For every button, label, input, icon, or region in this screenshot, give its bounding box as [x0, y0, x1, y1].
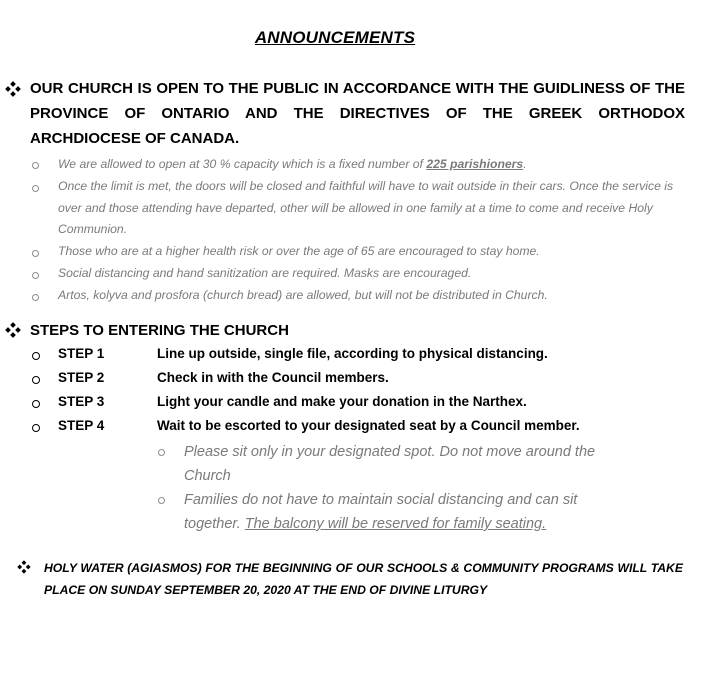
- page-title: ANNOUNCEMENTS: [254, 28, 416, 47]
- list-item: Artos, kolyva and prosfora (church bread) are allowed, but will not be distributed in Church.: [58, 288, 548, 302]
- circle-bullet-icon: [32, 162, 39, 169]
- circle-bullet-icon: [32, 352, 40, 360]
- circle-bullet-icon: [158, 497, 165, 504]
- step-text: Line up outside, single file, according to physical distancing.: [157, 346, 548, 361]
- list-item: Once the limit is met, the doors will be closed and faithful will have to wait outside in their cars. Once the service is over and those attending have departed, other will be allowed in one family at a time to come and receive Holy Communion.: [58, 179, 674, 236]
- circle-bullet-icon: [32, 424, 40, 432]
- list-item: Social distancing and hand sanitization are required. Masks are encouraged.: [58, 266, 472, 280]
- step-text: Light your candle and make your donation in the Narthex.: [157, 394, 527, 409]
- step-label: STEP 2: [58, 370, 105, 385]
- sub-list-item: Please sit only in your designated spot. Do not move around the Church: [184, 444, 596, 484]
- list-item: We are allowed to open at 30 % capacity which is a fixed number of 225 parishioners.: [58, 157, 527, 171]
- holy-water-announcement: HOLY WATER (AGIASMOS) FOR THE BEGINNING OF OUR SCHOOLS & COMMUNITY PROGRAMS WILL TAKE PLACE ON SUNDAY SEPTEMBER 20, 2020 AT THE END OF DIVINE LITURGY: [44, 561, 683, 597]
- list-item: Those who are at a higher health risk or over the age of 65 are encouraged to stay home.: [58, 244, 540, 258]
- circle-bullet-icon: [32, 294, 39, 301]
- step-label: STEP 3: [58, 394, 105, 409]
- step-text: Wait to be escorted to your designated seat by a Council member.: [157, 418, 580, 433]
- circle-bullet-icon: [32, 272, 39, 279]
- step-label: STEP 4: [58, 418, 105, 433]
- circle-bullet-icon: [32, 250, 39, 257]
- circle-bullet-icon: [32, 376, 40, 384]
- circle-bullet-icon: [158, 449, 165, 456]
- church-open-heading: OUR CHURCH IS OPEN TO THE PUBLIC IN ACCORDANCE WITH THE GUIDLINESS OF THE PROVINCE OF ONTARIO AND THE DIRECTIVES OF THE GREEK ORTHODOX ARCHDIOCESE OF CANADA.: [30, 80, 685, 147]
- diamond-bullet-icon: [18, 561, 29, 572]
- circle-bullet-icon: [32, 400, 40, 408]
- diamond-bullet-icon: [6, 82, 19, 95]
- step-label: STEP 1: [58, 346, 105, 361]
- step-text: Check in with the Council members.: [157, 370, 389, 385]
- circle-bullet-icon: [32, 185, 39, 192]
- steps-heading: STEPS TO ENTERING THE CHURCH: [30, 322, 289, 339]
- sub-list-item: Families do not have to maintain social distancing and can sit together. The balcony will be reserved for family seating.: [184, 492, 578, 532]
- diamond-bullet-icon: [6, 323, 19, 336]
